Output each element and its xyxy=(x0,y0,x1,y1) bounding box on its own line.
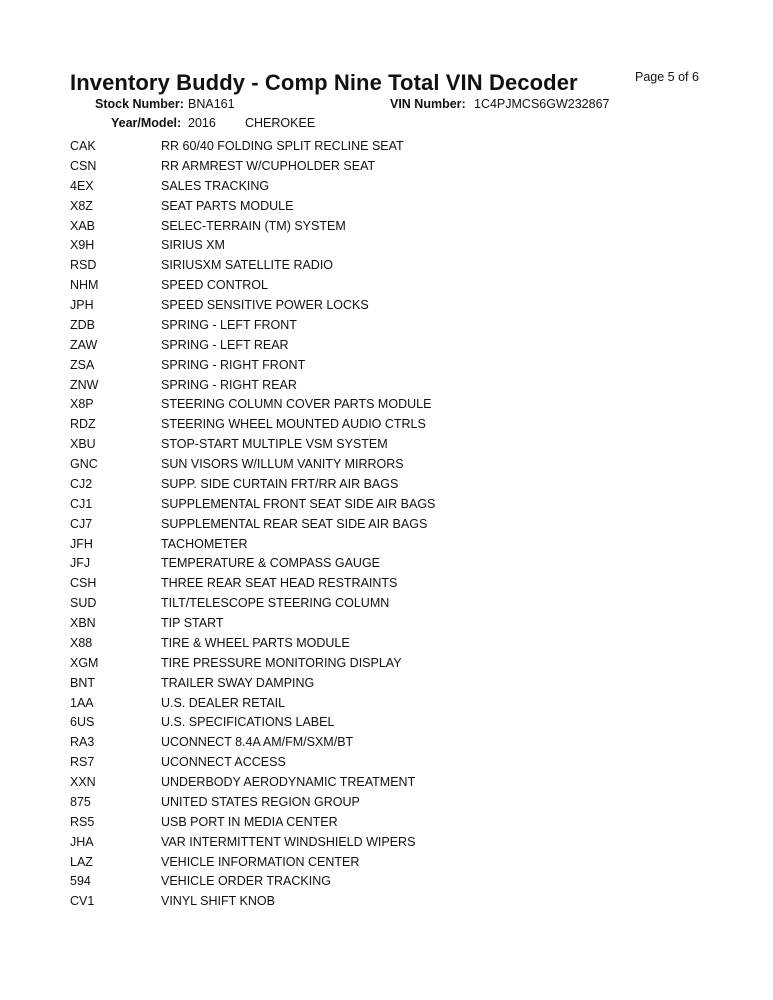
option-description: STEERING COLUMN COVER PARTS MODULE xyxy=(161,397,432,412)
option-code-list xyxy=(70,137,435,912)
list-item xyxy=(70,455,435,475)
list-item xyxy=(70,535,435,555)
list-item xyxy=(70,395,435,415)
list-item xyxy=(70,137,435,157)
list-item xyxy=(70,217,435,237)
option-description: STEERING WHEEL MOUNTED AUDIO CTRLS xyxy=(161,417,426,432)
option-description: SPRING - RIGHT REAR xyxy=(161,377,297,392)
option-description: STOP-START MULTIPLE VSM SYSTEM xyxy=(161,437,388,452)
option-code: X8Z xyxy=(70,198,93,213)
option-description: TIRE PRESSURE MONITORING DISPLAY xyxy=(161,655,402,670)
option-code: ZNW xyxy=(70,377,99,392)
list-item xyxy=(70,892,435,912)
option-code: 1AA xyxy=(70,695,94,710)
option-code: JPH xyxy=(70,298,94,312)
option-description: UCONNECT ACCESS xyxy=(161,755,286,770)
option-code: CSH xyxy=(70,576,97,591)
option-description: SPRING - LEFT FRONT xyxy=(161,317,297,332)
option-code: XGM xyxy=(70,655,99,670)
list-item xyxy=(70,475,435,495)
option-description: SELEC-TERRAIN (TM) SYSTEM xyxy=(161,218,346,233)
option-code: XXN xyxy=(70,775,96,789)
list-item xyxy=(70,853,435,873)
option-description: SPEED CONTROL xyxy=(161,278,268,293)
list-item xyxy=(70,415,435,435)
year-model-label: Year/Model: xyxy=(111,116,182,130)
list-item xyxy=(70,733,435,753)
list-item xyxy=(70,157,435,177)
list-item xyxy=(70,515,435,535)
option-code: X88 xyxy=(70,635,93,650)
option-description: TIRE & WHEEL PARTS MODULE xyxy=(161,635,350,650)
option-code: RDZ xyxy=(70,417,96,432)
option-code: ZAW xyxy=(70,337,98,352)
option-code: XAB xyxy=(70,218,96,233)
option-code: NHM xyxy=(70,278,99,293)
list-item xyxy=(70,753,435,773)
option-description: SEAT PARTS MODULE xyxy=(161,198,294,213)
option-code: JFH xyxy=(70,536,93,551)
option-description: SUPPLEMENTAL FRONT SEAT SIDE AIR BAGS xyxy=(161,496,436,511)
option-description: THREE REAR SEAT HEAD RESTRAINTS xyxy=(161,576,398,591)
list-item xyxy=(70,694,435,714)
option-description: SUPP. SIDE CURTAIN FRT/RR AIR BAGS xyxy=(161,476,399,491)
option-description: VEHICLE INFORMATION CENTER xyxy=(161,854,360,869)
option-description: RR ARMREST W/CUPHOLDER SEAT xyxy=(161,158,376,173)
option-description: UNDERBODY AERODYNAMIC TREATMENT xyxy=(161,775,416,789)
option-description: UCONNECT 8.4A AM/FM/SXM/BT xyxy=(161,735,354,750)
option-description: VINYL SHIFT KNOB xyxy=(161,894,275,909)
list-item xyxy=(70,356,435,376)
option-code: 6US xyxy=(70,715,95,730)
list-item xyxy=(70,296,435,316)
option-code: JHA xyxy=(70,834,94,849)
option-description: SUN VISORS W/ILLUM VANITY MIRRORS xyxy=(161,457,404,471)
option-code: GNC xyxy=(70,457,98,471)
list-item xyxy=(70,316,435,336)
option-code: 875 xyxy=(70,794,91,809)
option-code: ZDB xyxy=(70,317,95,332)
option-code: X8P xyxy=(70,397,94,412)
list-item xyxy=(70,177,435,197)
list-item xyxy=(70,594,435,614)
option-code: RSD xyxy=(70,258,97,273)
option-code: CJ2 xyxy=(70,476,93,491)
list-item xyxy=(70,674,435,694)
option-description: SPEED SENSITIVE POWER LOCKS xyxy=(161,298,369,312)
option-description: TEMPERATURE & COMPASS GAUGE xyxy=(161,556,381,571)
list-item xyxy=(70,654,435,674)
model-year-value: 2016 xyxy=(188,116,216,130)
option-code: 4EX xyxy=(70,178,94,193)
list-item xyxy=(70,713,435,733)
list-item xyxy=(70,495,435,515)
list-item xyxy=(70,336,435,356)
option-code: RS5 xyxy=(70,814,95,829)
option-description: SUPPLEMENTAL REAR SEAT SIDE AIR BAGS xyxy=(161,516,428,531)
option-description: USB PORT IN MEDIA CENTER xyxy=(161,814,338,829)
list-item xyxy=(70,813,435,833)
option-description: UNITED STATES REGION GROUP xyxy=(161,794,360,809)
option-description: VAR INTERMITTENT WINDSHIELD WIPERS xyxy=(161,834,416,849)
option-code: X9H xyxy=(70,238,95,253)
vin-number-label: VIN Number: xyxy=(390,97,466,111)
model-name-value: CHEROKEE xyxy=(245,116,316,130)
option-description: SALES TRACKING xyxy=(161,178,270,193)
option-description: RR 60/40 FOLDING SPLIT RECLINE SEAT xyxy=(161,139,404,153)
option-code: ZSA xyxy=(70,357,95,372)
option-description: SIRIUSXM SATELLITE RADIO xyxy=(161,258,334,273)
list-item xyxy=(70,614,435,634)
option-description: SPRING - LEFT REAR xyxy=(161,337,289,352)
list-item xyxy=(70,773,435,793)
option-code: JFJ xyxy=(70,556,91,571)
option-description: TILT/TELESCOPE STEERING COLUMN xyxy=(161,596,390,611)
option-description: SPRING - RIGHT FRONT xyxy=(161,357,306,372)
list-item xyxy=(70,376,435,396)
list-item xyxy=(70,554,435,574)
option-description: SIRIUS XM xyxy=(161,238,225,253)
option-description: U.S. SPECIFICATIONS LABEL xyxy=(161,715,335,730)
list-item xyxy=(70,833,435,853)
list-item xyxy=(70,276,435,296)
vin-number-value: 1C4PJMCS6GW232867 xyxy=(474,97,610,111)
option-code: CAK xyxy=(70,139,96,153)
option-code: CJ1 xyxy=(70,496,93,511)
stock-number-label: Stock Number: xyxy=(95,97,184,111)
list-item xyxy=(70,256,435,276)
option-code: 594 xyxy=(70,874,91,889)
option-code: SUD xyxy=(70,596,97,611)
list-item xyxy=(70,197,435,217)
option-code: BNT xyxy=(70,675,95,690)
list-item xyxy=(70,236,435,256)
option-description: TACHOMETER xyxy=(161,536,248,551)
page-number: Page 5 of 6 xyxy=(635,70,699,84)
list-item xyxy=(70,872,435,892)
option-code: RA3 xyxy=(70,735,95,750)
option-code: CJ7 xyxy=(70,516,93,531)
list-item xyxy=(70,634,435,654)
option-description: TRAILER SWAY DAMPING xyxy=(161,675,315,690)
option-code: XBU xyxy=(70,437,96,452)
option-code: RS7 xyxy=(70,755,95,770)
option-code: XBN xyxy=(70,616,96,630)
page-title: Inventory Buddy - Comp Nine Total VIN Decoder xyxy=(70,70,578,95)
list-item xyxy=(70,435,435,455)
option-code: LAZ xyxy=(70,854,93,869)
option-code: CSN xyxy=(70,158,97,173)
list-item xyxy=(70,793,435,813)
list-item xyxy=(70,574,435,594)
option-description: VEHICLE ORDER TRACKING xyxy=(161,874,331,889)
option-description: U.S. DEALER RETAIL xyxy=(161,695,286,710)
stock-number-value: BNA161 xyxy=(188,97,235,111)
option-code: CV1 xyxy=(70,894,95,909)
option-description: TIP START xyxy=(161,616,224,630)
